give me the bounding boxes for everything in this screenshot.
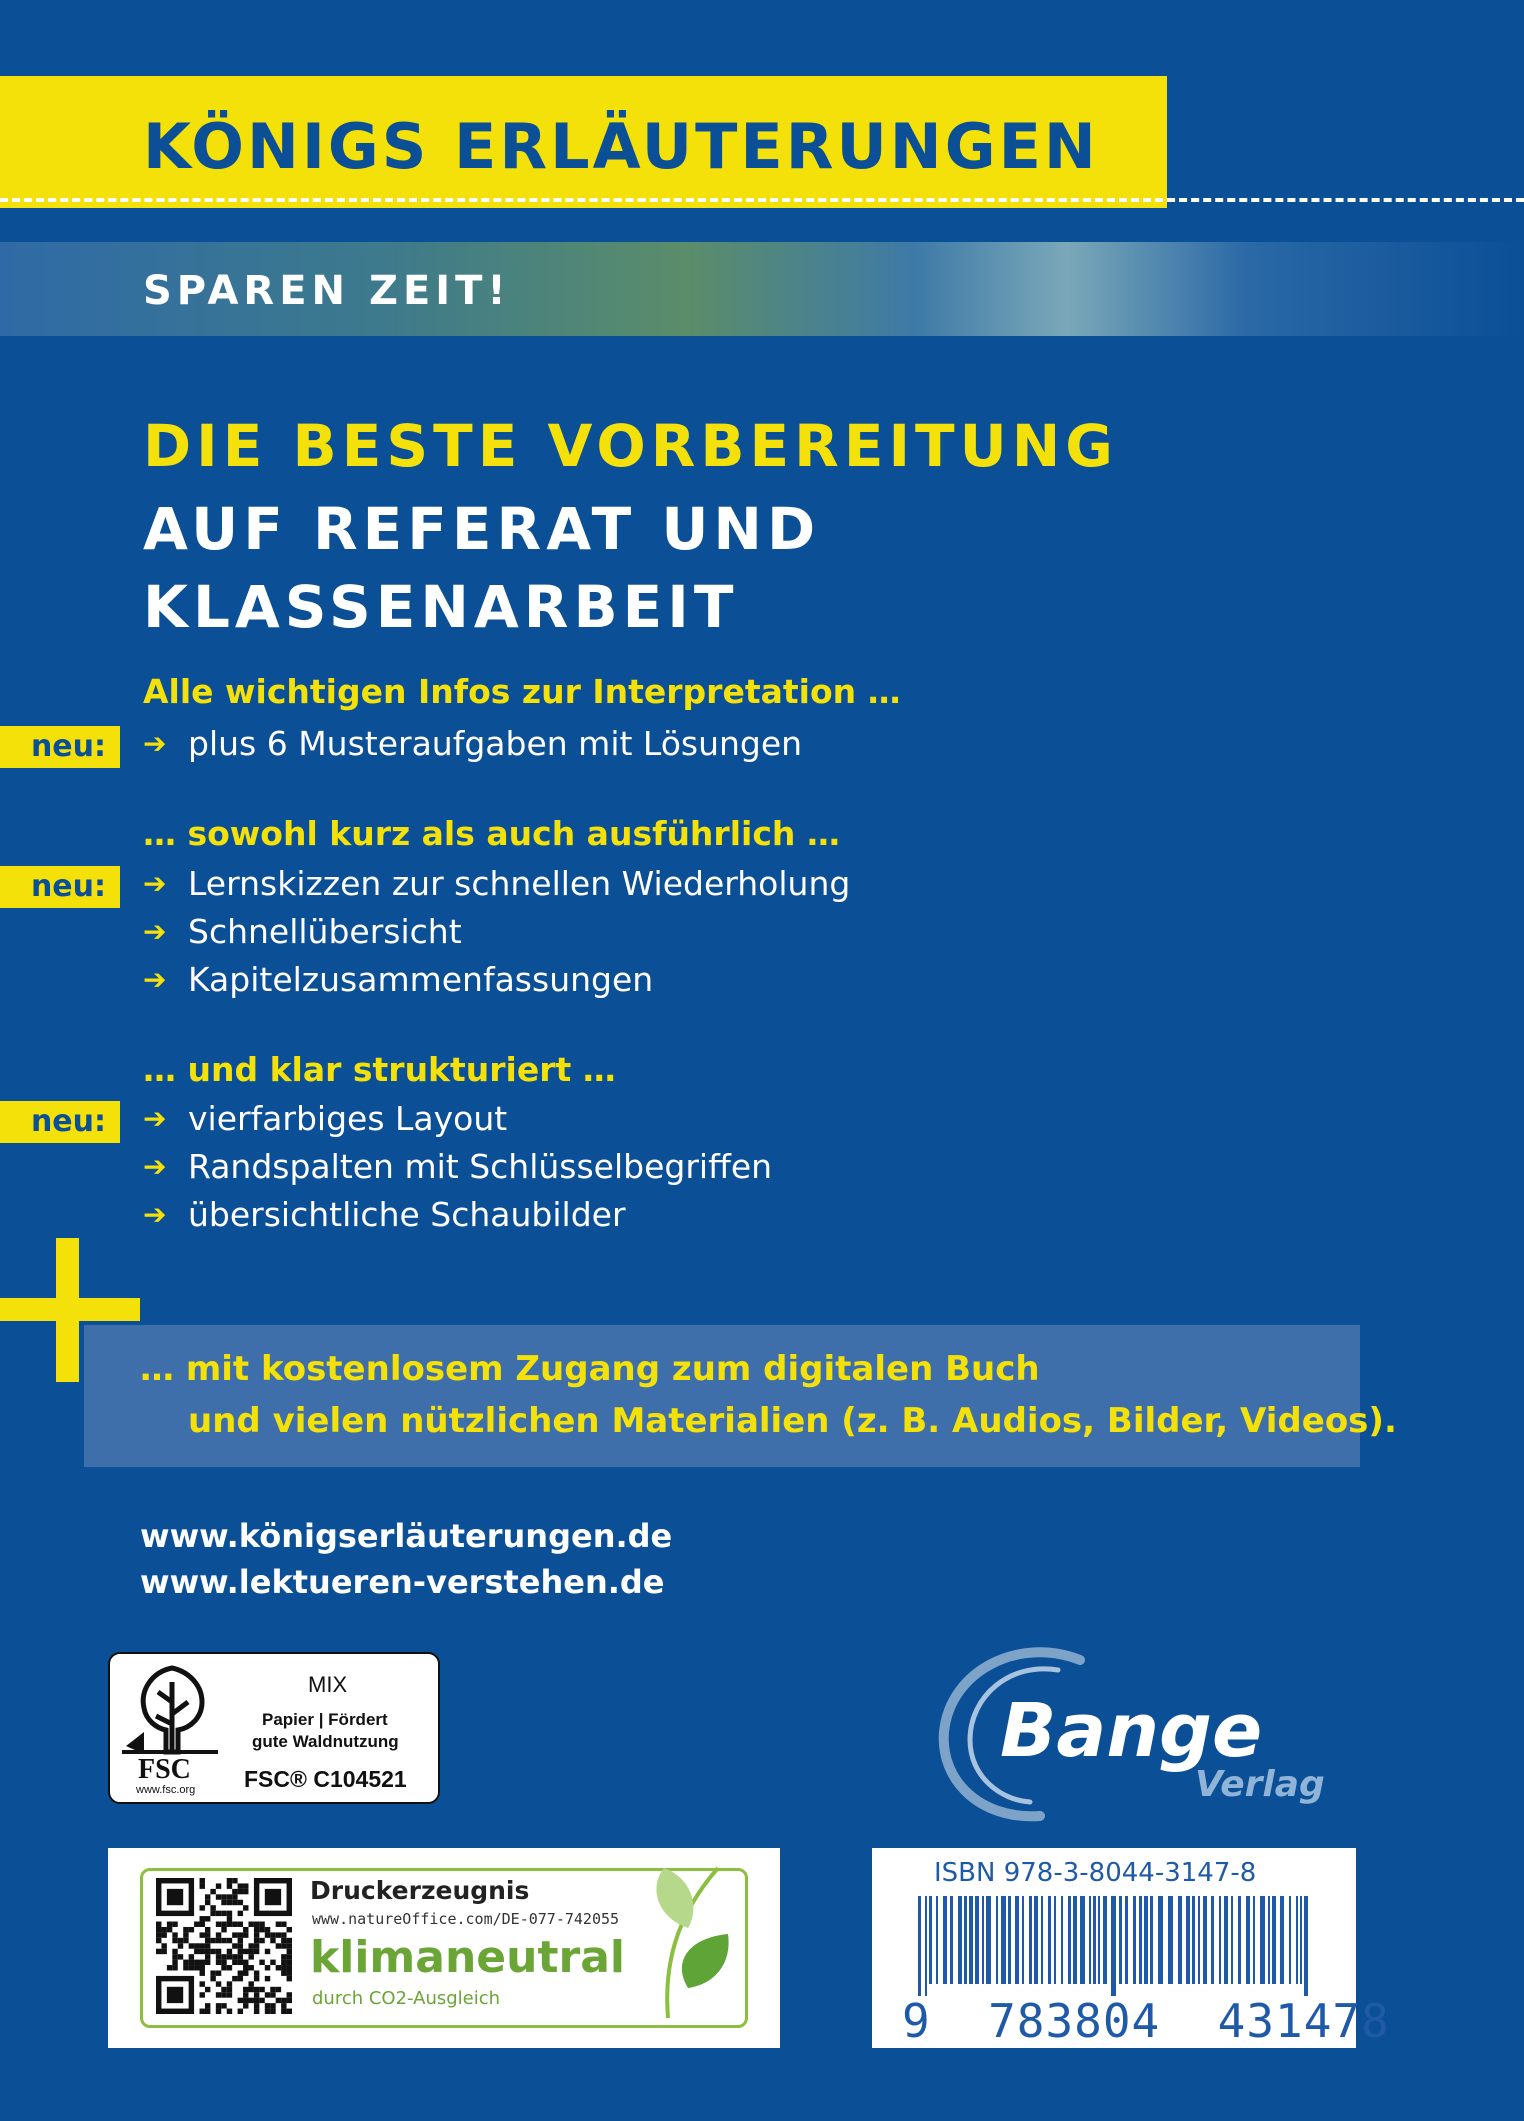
- arrow-right-icon: ➔: [143, 963, 167, 996]
- digital-access-box: [84, 1325, 1397, 1467]
- website-link[interactable]: www.königserläuterungen.de: [140, 1517, 673, 1555]
- section-heading-3: … und klar strukturiert …: [143, 1050, 616, 1089]
- fsc-mix: MIX: [308, 1672, 348, 1697]
- fsc-tree-icon: [122, 1662, 222, 1758]
- list-item-label: Schnellübersicht: [188, 912, 462, 951]
- arrow-right-icon: ➔: [143, 1198, 167, 1231]
- fsc-label: [108, 1652, 440, 1804]
- barcode-icon: [918, 1896, 1314, 1996]
- neu-badge: neu:: [0, 866, 120, 908]
- list-item: [143, 864, 850, 903]
- fsc-line-1: Papier | Fördert: [262, 1710, 388, 1729]
- neu-badge: neu:: [0, 726, 120, 768]
- klima-title: Druckerzeugnis: [310, 1876, 530, 1905]
- leaf-icon: [628, 1858, 738, 2028]
- list-item: [143, 1099, 507, 1138]
- klima-url: www.natureOffice.com/DE-077-742055: [312, 1910, 620, 1928]
- section-heading-1: Alle wichtigen Infos zur Interpretation …: [143, 672, 901, 711]
- arrow-right-icon: ➔: [143, 727, 167, 760]
- headline-line-3: KLASSENARBEIT: [143, 573, 739, 641]
- list-item: [143, 912, 462, 951]
- slogan: SPAREN ZEIT!: [143, 268, 511, 314]
- list-item: [143, 1147, 772, 1186]
- list-item-label: plus 6 Musteraufgaben mit Lösungen: [188, 724, 803, 763]
- list-item-label: vierfarbiges Layout: [188, 1099, 508, 1138]
- arrow-right-icon: ➔: [143, 867, 167, 900]
- list-item-label: Randspalten mit Schlüsselbegriffen: [188, 1147, 773, 1186]
- brand-title: KÖNIGS ERLÄUTERUNGEN: [143, 110, 1099, 183]
- list-item-label: Kapitelzusammenfassungen: [188, 960, 654, 999]
- digital-line-1: … mit kostenlosem Zugang zum digitalen Buch: [140, 1349, 1040, 1389]
- fsc-url: www.fsc.org: [136, 1784, 196, 1796]
- list-item: [143, 960, 653, 999]
- list-item-label: Lernskizzen zur schnellen Wiederholung: [188, 864, 851, 903]
- isbn-text: ISBN 978-3-8044-3147-8: [934, 1858, 1257, 1888]
- plus-icon-bar: [0, 1298, 140, 1321]
- qr-code-icon: [156, 1878, 292, 2018]
- website-link[interactable]: www.lektueren-verstehen.de: [140, 1563, 665, 1601]
- dashed-divider: [0, 198, 1524, 202]
- fsc-code: FSC® C104521: [244, 1766, 407, 1792]
- publisher-logo-sub: Verlag: [1195, 1764, 1325, 1805]
- klima-sub: durch CO2-Ausgleich: [312, 1988, 501, 2009]
- headline-line-1: DIE BESTE VORBEREITUNG: [143, 412, 1118, 480]
- arrow-right-icon: ➔: [143, 1150, 167, 1183]
- list-item: [143, 724, 802, 763]
- klima-big: klimaneutral: [310, 1932, 625, 1983]
- fsc-logo-text: FSC: [138, 1754, 191, 1785]
- digital-line-2: und vielen nützlichen Materialien (z. B. Audios, Bilder, Videos).: [188, 1401, 1397, 1441]
- publisher-logo: Bange: [1000, 1688, 1263, 1774]
- arrow-right-icon: ➔: [143, 915, 167, 948]
- section-heading-2: … sowohl kurz als auch ausführlich …: [143, 814, 840, 853]
- headline-line-2: AUF REFERAT UND: [143, 495, 821, 563]
- list-item: [143, 1195, 626, 1234]
- fsc-line-2: gute Waldnutzung: [252, 1732, 399, 1751]
- arrow-right-icon: ➔: [143, 1102, 167, 1135]
- neu-badge: neu:: [0, 1101, 120, 1143]
- isbn-digits: 9 783804 431478: [902, 1994, 1390, 2048]
- klimaneutral-label: [108, 1848, 780, 2048]
- isbn-barcode-label: [872, 1848, 1390, 2048]
- list-item-label: übersichtliche Schaubilder: [188, 1195, 626, 1234]
